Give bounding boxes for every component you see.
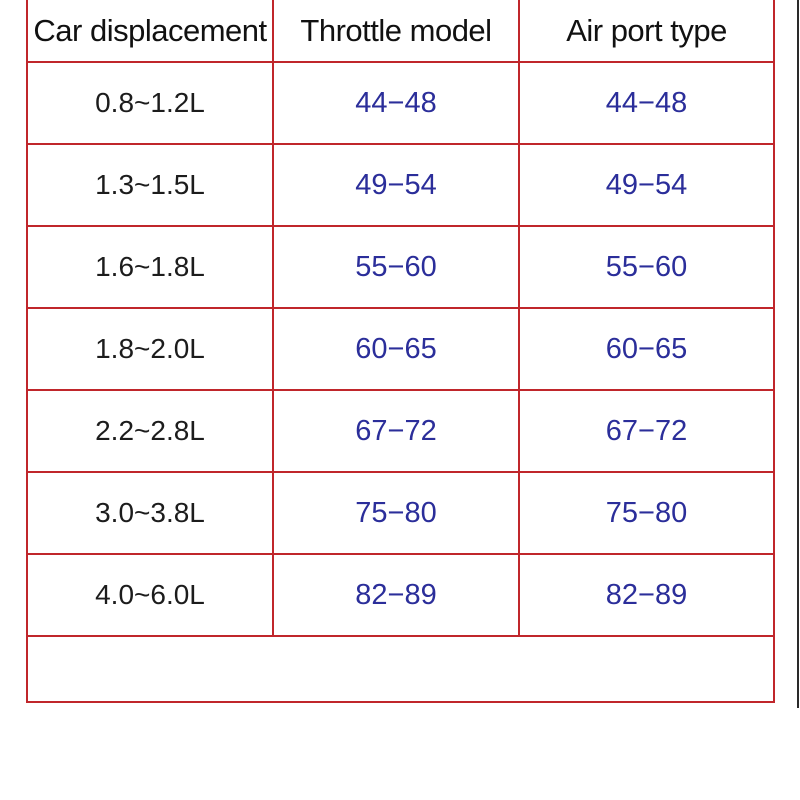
header-car-displacement: Car displacement xyxy=(27,0,273,62)
air-port-type-cell: 75−80 xyxy=(519,472,774,554)
air-port-type-cell: 82−89 xyxy=(519,554,774,636)
spec-table xyxy=(26,0,775,703)
table-row xyxy=(27,390,774,472)
displacement-cell: 1.8~2.0L xyxy=(27,308,273,390)
header-air-port-type: Air port type xyxy=(519,0,774,62)
table-row xyxy=(27,472,774,554)
throttle-model-cell: 49−54 xyxy=(273,144,519,226)
throttle-model-cell: 82−89 xyxy=(273,554,519,636)
throttle-model-cell: 67−72 xyxy=(273,390,519,472)
air-port-type-cell: 55−60 xyxy=(519,226,774,308)
empty-footer-cell xyxy=(27,636,774,702)
table-row xyxy=(27,554,774,636)
throttle-model-cell: 75−80 xyxy=(273,472,519,554)
displacement-cell: 1.3~1.5L xyxy=(27,144,273,226)
table-header-row xyxy=(27,0,774,62)
table-row xyxy=(27,62,774,144)
air-port-type-cell: 44−48 xyxy=(519,62,774,144)
right-edge-divider xyxy=(797,0,799,708)
displacement-cell: 1.6~1.8L xyxy=(27,226,273,308)
displacement-cell: 3.0~3.8L xyxy=(27,472,273,554)
table-row xyxy=(27,144,774,226)
air-port-type-cell: 60−65 xyxy=(519,308,774,390)
air-port-type-cell: 49−54 xyxy=(519,144,774,226)
throttle-model-cell: 60−65 xyxy=(273,308,519,390)
displacement-cell: 2.2~2.8L xyxy=(27,390,273,472)
header-throttle-model: Throttle model xyxy=(273,0,519,62)
table-row xyxy=(27,226,774,308)
table-row xyxy=(27,308,774,390)
displacement-cell: 4.0~6.0L xyxy=(27,554,273,636)
displacement-cell: 0.8~1.2L xyxy=(27,62,273,144)
throttle-model-cell: 55−60 xyxy=(273,226,519,308)
throttle-model-cell: 44−48 xyxy=(273,62,519,144)
empty-footer-row xyxy=(27,636,774,702)
spec-table-container xyxy=(26,0,773,703)
air-port-type-cell: 67−72 xyxy=(519,390,774,472)
